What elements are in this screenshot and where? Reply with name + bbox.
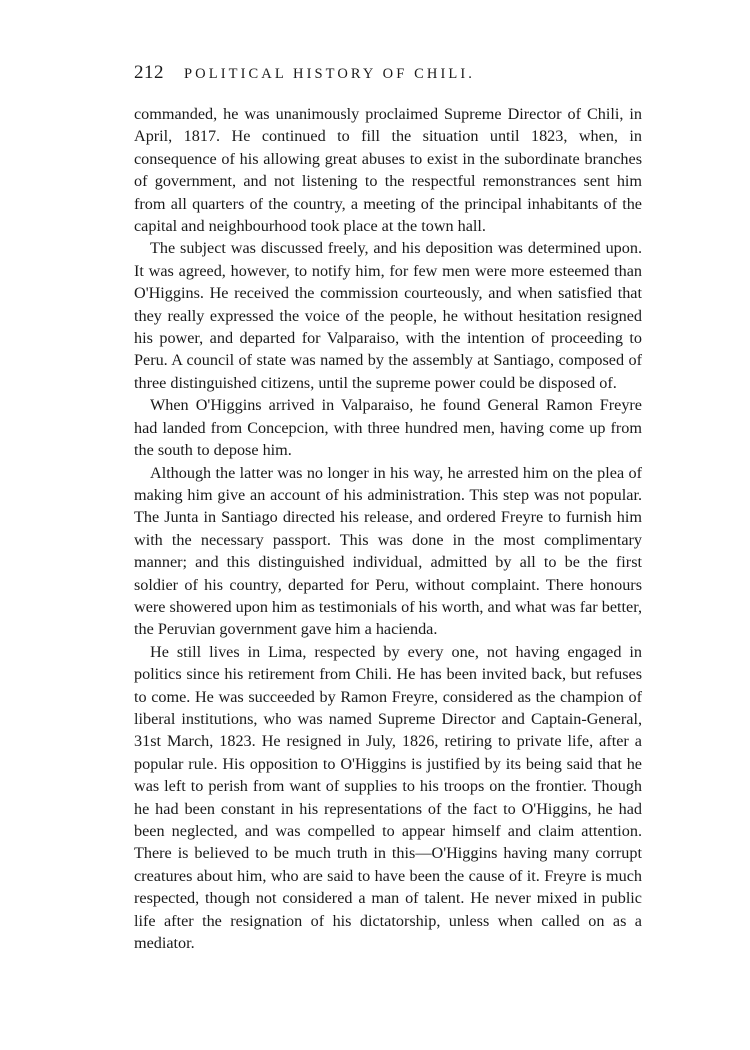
paragraph: Although the latter was no longer in his way, he arrested him on the plea of making him give an account of his administration. This step was not popular. The Junta in Santiago directed his release, and ordered Freyre to furnish him with the necessary passport. This was done in the most complimentary manner; and this distinguished individual, admitted by all to be the first soldier of his country, departed for Peru, without complaint. There honours were showered upon him as testimonials of his worth, and what was far better, the Peruvian government gave him a hacienda.: [134, 463, 642, 639]
paragraph: The subject was discussed freely, and his deposition was determined upon. It was agreed, however, to notify him, for few men were more esteemed than O'Higgins. He received the commission courteously, and when satisfied that they really expressed the voice of the people, he without hesitation resigned his power, and departed for Valparaiso, with the intention of proceeding to Peru. A council of state was named by the assembly at Santiago, composed of three distinguished citizens, until the supreme power could be disposed of.: [134, 239, 642, 392]
paragraph: He still lives in Lima, respected by every one, not having engaged in politics since his retirement from Chili. He has been invited back, but refuses to come. He was succeeded by Ramon Freyre, considered as the champion of liberal institutions, who was named Supreme Director and Captain-General, 31st March, 1823. He resigned in July, 1826, retiring to private life, after a popular rule. His opposition to O'Higgins is justified by its being said that he was left to perish from want of supplies to his troops on the frontier. Though he had been constant in his representations of the fact to O'Higgins, he had been neglected, and was compelled to appear himself and claim attention. There is believed to be much truth in this—O'Higgins having many corrupt creatures about him, who are said to have been the cause of it. Freyre is much respected, though not considered a man of talent. He never mixed in public life after the resignation of his dictatorship, unless when called on as a mediator.: [134, 642, 642, 953]
page-number: 212: [134, 62, 164, 83]
running-head: POLITICAL HISTORY OF CHILI.: [184, 66, 475, 82]
paragraph: When O'Higgins arrived in Valparaiso, he found General Ramon Freyre had landed from Concepcion, with three hundred men, having come up from the south to depose him.: [134, 396, 642, 460]
paragraph-continuation: commanded, he was unanimously proclaimed Supreme Director of Chili, in April, 1817. He continued to fill the situation until 1823, when, in consequence of his allowing great abuses to exist in the subordinate branches of government, and not listening to the respectful remonstrances sent him from all quarters of the country, a meeting of the principal inhabitants of the capital and neighbourhood took place at the town hall.: [134, 105, 642, 236]
page-header: [134, 62, 644, 88]
body-text: [134, 103, 642, 954]
